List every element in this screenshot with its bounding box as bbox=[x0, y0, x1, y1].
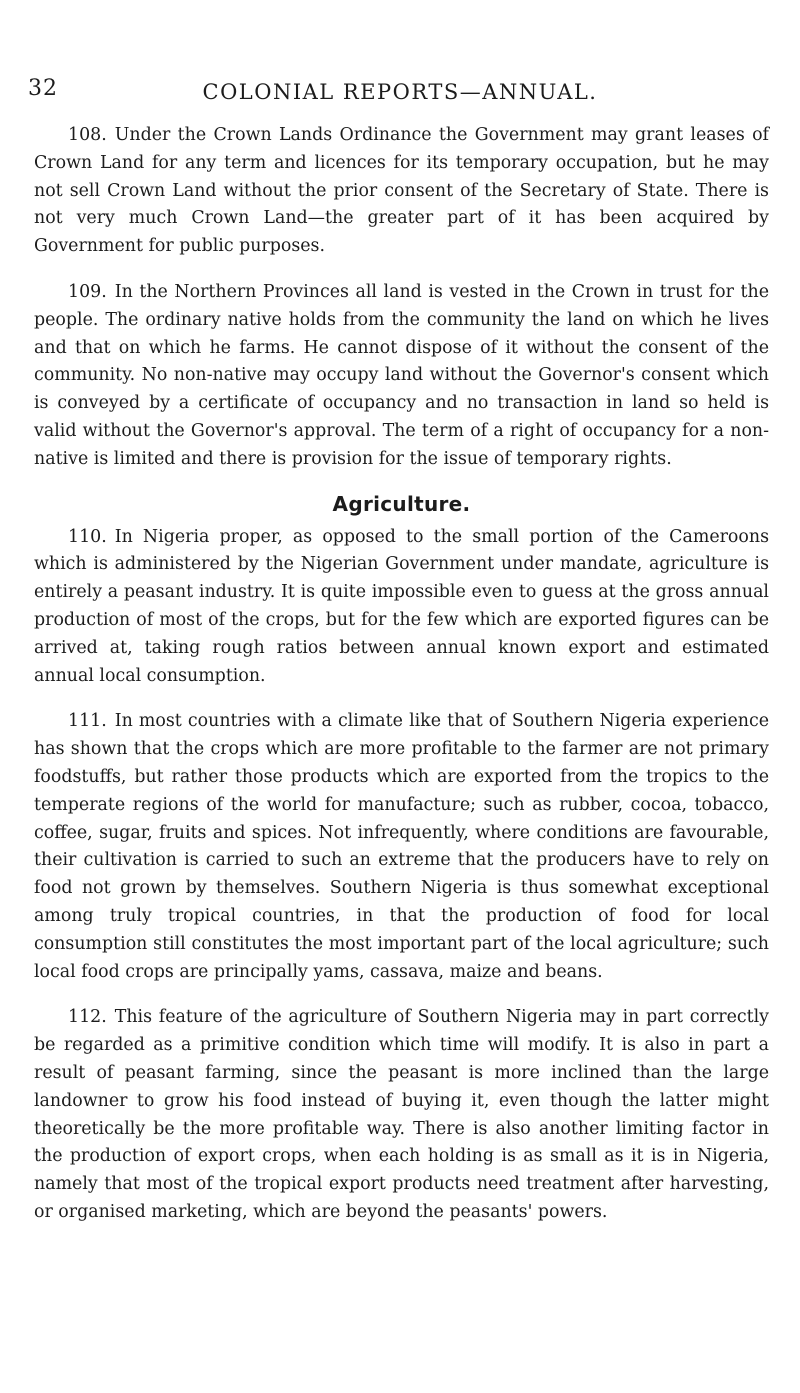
paragraph-text: In the Northern Provinces all land is vested in the Crown in trust for the people. The ordinary native holds from the community the land on which he lives and that on which he farms. He cannot dispose of it without the consent of the community. No non-native may occupy land without the Governor's consent which is conveyed by a certificate of occupancy and no transaction in land so held is valid without the Governor's approval. The term of a right of occupancy for a non-native is limited and there is provision for the issue of temporary rights. bbox=[34, 281, 769, 469]
paragraph-number: 110. bbox=[68, 526, 107, 547]
paragraph-111 bbox=[34, 708, 769, 986]
paragraph-number: 112. bbox=[68, 1007, 107, 1028]
paragraph-110 bbox=[34, 524, 769, 691]
paragraph-112 bbox=[34, 1004, 769, 1226]
paragraph-text: In most countries with a climate like that of Southern Nigeria experience has shown that the crops which are more profitable to the farmer are not primary foodstuffs, but rather those products which are exported from the tropics to the temperate regions of the world for manufacture; such as rubber, cocoa, tobacco, coffee, sugar, fruits and spices. Not infrequently, where conditions are favourable, their cultivation is carried to such an extreme that the producers have to rely on food not grown by themselves. Southern Nigeria is thus somewhat exceptional among truly tropical countries, in that the production of food for local consumption still constitutes the most important part of the local agriculture; such local food crops are principally yams, cassava, maize and beans. bbox=[34, 711, 769, 982]
section-heading-agriculture: Agriculture. bbox=[332, 491, 471, 516]
paragraph-number: 108. bbox=[68, 125, 107, 145]
running-head: COLONIAL REPORTS—ANNUAL. bbox=[202, 80, 598, 104]
paragraph-number: 109. bbox=[68, 281, 107, 302]
page-number: 32 bbox=[28, 76, 58, 101]
paragraph-109 bbox=[34, 279, 769, 474]
paragraph-text: This feature of the agriculture of Southern Nigeria may in part correctly be regarded as a primitive condition which time will modify. It is also in part a result of peasant farming, since the peasant is more inclined than the large landowner to grow his food instead of buying it, even though the latter might theoretically be the more profitable way. There is also another limiting factor in the production of export crops, when each holding is as small as it is in Nigeria, namely that most of the tropical export products need treatment after harvesting, or organised marketing, which are beyond the peasants' powers. bbox=[34, 1007, 769, 1222]
paragraph-108 bbox=[34, 122, 769, 261]
body-text bbox=[34, 122, 769, 1245]
paragraph-number: 111. bbox=[68, 711, 107, 732]
paragraph-text: In Nigeria proper, as opposed to the small portion of the Cameroons which is administered by the Nigerian Government under mandate, agriculture is entirely a peasant industry. It is quite impossible even to guess at the gross annual production of most of the crops, but for the few which are exported figures can be arrived at, taking rough ratios between annual known export and estimated annual local consumption. bbox=[34, 526, 769, 686]
paragraph-text: Under the Crown Lands Ordinance the Government may grant leases of Crown Land for any term and licences for its temporary occupation, but he may not sell Crown Land without the prior consent of the Secretary of State. There is not very much Crown Land—the greater part of it has been acquired by Government for public purposes. bbox=[34, 125, 769, 257]
